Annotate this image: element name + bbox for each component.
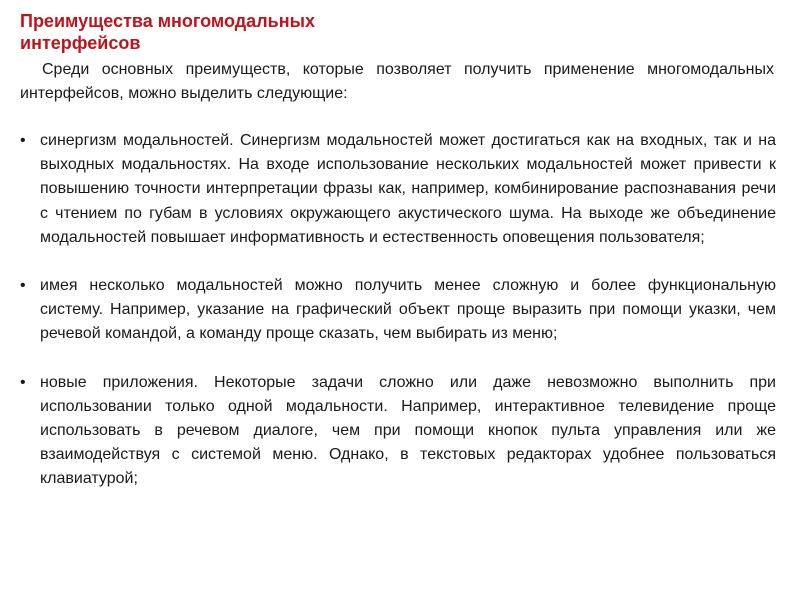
- bullet-icon: •: [20, 132, 26, 149]
- list-item-text: синергизм модальностей. Синергизм модальностей может достигаться как на входных, так и на выходных модальностях. На входе использование нескольких модальностей может привести к повышению точности интерпретации фразы как, например, комбинирование распознавания речи с чтением по губам в условиях окружающего акустического шума. На выходе же объединение модальностей повышает информативность и естественность оповещения пользователя;: [40, 132, 776, 246]
- list-item-text: имея несколько модальностей можно получить менее сложную и более функциональную систему. Например, указание на графический объект проще выразить при помощи указки, чем речевой командой, а команду проще сказать, чем выбирать из меню;: [40, 277, 776, 343]
- intro-paragraph: Среди основных преимуществ, которые позволяет получить применение многомодальных интерфейсов, можно выделить следующие:: [20, 61, 774, 102]
- advantages-list: [20, 129, 776, 492]
- bullet-icon: •: [20, 373, 26, 391]
- list-item: [20, 274, 776, 347]
- slide-title: Преимущества многомодальных интерфейсов: [20, 11, 315, 53]
- bullet-icon: •: [20, 277, 26, 295]
- list-item: [20, 129, 776, 250]
- list-item-text: новые приложения. Некоторые задачи сложно или даже невозможно выполнить при использовании только одной модальности. Например, интерактивное телевидение проще использовать в речевом диалоге, чем при помощи кнопок пульта управления или же взаимодействуя с системой меню. Однако, в текстовых редакторах удобнее пользоваться клавиатурой;: [40, 373, 776, 488]
- list-item: [20, 371, 776, 492]
